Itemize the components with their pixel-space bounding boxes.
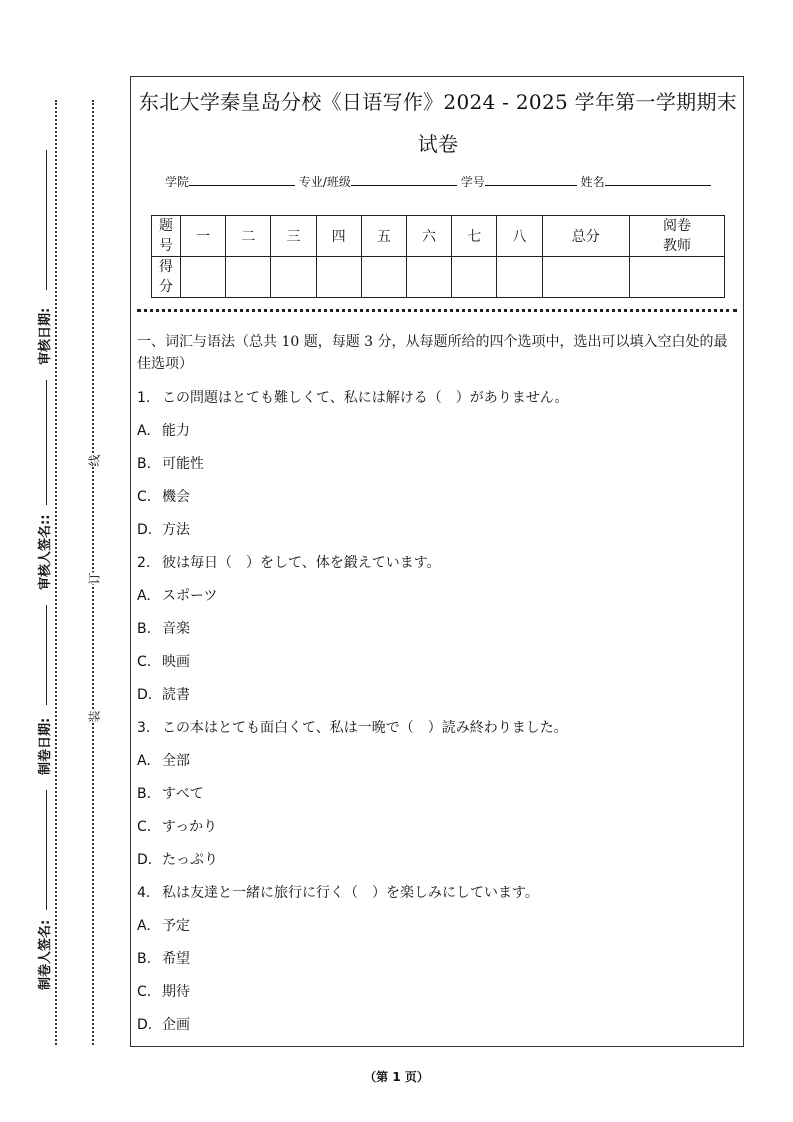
student-info-row [165, 173, 711, 190]
q4-option-a[interactable]: A. 予定 [137, 918, 190, 934]
q2-option-c[interactable]: C. 映画 [137, 654, 190, 670]
question-2 [137, 552, 441, 572]
maker-sign-line [46, 790, 47, 910]
question-text: この本はとても面白くて、私は一晩で（ ）読み終わりました。 [162, 720, 568, 736]
col-header-4: 四 [316, 216, 361, 257]
score-cell-1[interactable] [181, 257, 226, 298]
q3-option-a[interactable]: A. 全部 [137, 753, 190, 769]
question-text: 私は友達と一緒に旅行に行く（ ）を楽しみにしています。 [162, 885, 539, 901]
name-field[interactable] [605, 173, 711, 186]
major-class-field[interactable] [351, 173, 457, 186]
question-1 [137, 387, 569, 407]
col-header-7: 七 [452, 216, 497, 257]
score-table-header-row [152, 216, 725, 257]
question-4 [137, 882, 539, 902]
score-table [151, 215, 725, 298]
q3-option-d[interactable]: D. たっぷり [137, 852, 218, 868]
question-number: 2. [137, 555, 151, 571]
binding-ding-char: 订 [84, 572, 105, 584]
approver-sign-label: 审核人签名:: [38, 514, 53, 590]
q3-option-b[interactable]: B. すべて [137, 786, 204, 802]
student-id-label: 学号 [460, 175, 485, 189]
score-label: 得 分 [152, 257, 181, 298]
question-text: 彼は毎日（ ）をして、体を鍛えています。 [162, 555, 441, 571]
student-id-field[interactable] [485, 173, 577, 186]
approver-sign-line [46, 380, 47, 505]
q4-option-c[interactable]: C. 期待 [137, 984, 190, 1000]
page-number: （第 1 页） [364, 1070, 429, 1084]
maker-sign-label: 制卷人签名: [38, 919, 53, 990]
approve-date-label: 审核日期: [38, 307, 53, 365]
col-header-3: 三 [271, 216, 316, 257]
q4-option-b[interactable]: B. 希望 [137, 951, 190, 967]
q4-option-d[interactable]: D. 企画 [137, 1017, 190, 1033]
score-cell-5[interactable] [361, 257, 406, 298]
score-cell-4[interactable] [316, 257, 361, 298]
make-date-label: 制卷日期: [38, 717, 53, 775]
q2-option-b[interactable]: B. 音楽 [137, 621, 190, 637]
exam-title-cont: 试卷 [417, 132, 459, 156]
col-header-5: 五 [361, 216, 406, 257]
name-label: 姓名 [580, 175, 605, 189]
question-number: 4. [137, 885, 151, 901]
make-date-line [46, 605, 47, 705]
col-header-2: 二 [226, 216, 271, 257]
question-number-label: 题 号 [152, 216, 181, 257]
major-class-label: 专业/班级 [298, 175, 351, 189]
col-header-6: 六 [406, 216, 451, 257]
score-cell-8[interactable] [497, 257, 542, 298]
question-3 [137, 717, 568, 737]
question-number: 1. [137, 390, 151, 406]
col-header-reviewer: 阅卷 教师 [630, 216, 725, 257]
score-table-score-row [152, 257, 725, 298]
question-number: 3. [137, 720, 151, 736]
q2-option-d[interactable]: D. 読書 [137, 687, 190, 703]
college-label: 学院 [165, 175, 190, 189]
q3-option-c[interactable]: C. すっかり [137, 819, 218, 835]
binding-dotted-line-left [55, 100, 57, 1045]
q1-option-d[interactable]: D. 方法 [137, 522, 190, 538]
section-separator [137, 309, 737, 312]
exam-frame [130, 76, 744, 1047]
col-header-total: 总分 [542, 216, 630, 257]
col-header-1: 一 [181, 216, 226, 257]
approve-date-line [46, 150, 47, 290]
score-cell-2[interactable] [226, 257, 271, 298]
score-cell-reviewer[interactable] [630, 257, 725, 298]
binding-line-char: 线 [84, 454, 105, 466]
college-field[interactable] [189, 173, 295, 186]
col-header-8: 八 [497, 216, 542, 257]
binding-zhuang-char: 装 [84, 710, 105, 722]
q1-option-a[interactable]: A. 能力 [137, 423, 190, 439]
q1-option-b[interactable]: B. 可能性 [137, 456, 204, 472]
score-cell-3[interactable] [271, 257, 316, 298]
q1-option-c[interactable]: C. 機会 [137, 489, 190, 505]
score-cell-7[interactable] [452, 257, 497, 298]
q2-option-a[interactable]: A. スポーツ [137, 588, 218, 604]
score-cell-total[interactable] [542, 257, 630, 298]
exam-title: 东北大学秦皇岛分校《日语写作》2024 - 2025 学年第一学期期末 [138, 90, 738, 114]
score-cell-6[interactable] [406, 257, 451, 298]
question-text: この問題はとても難しくて、私には解ける（ ）がありません。 [162, 390, 569, 406]
section-heading: 一、词汇与语法（总共 10 题，每题 3 分，从每题所给的四个选项中，选出可以填入空白处的最佳选项） [137, 334, 728, 372]
